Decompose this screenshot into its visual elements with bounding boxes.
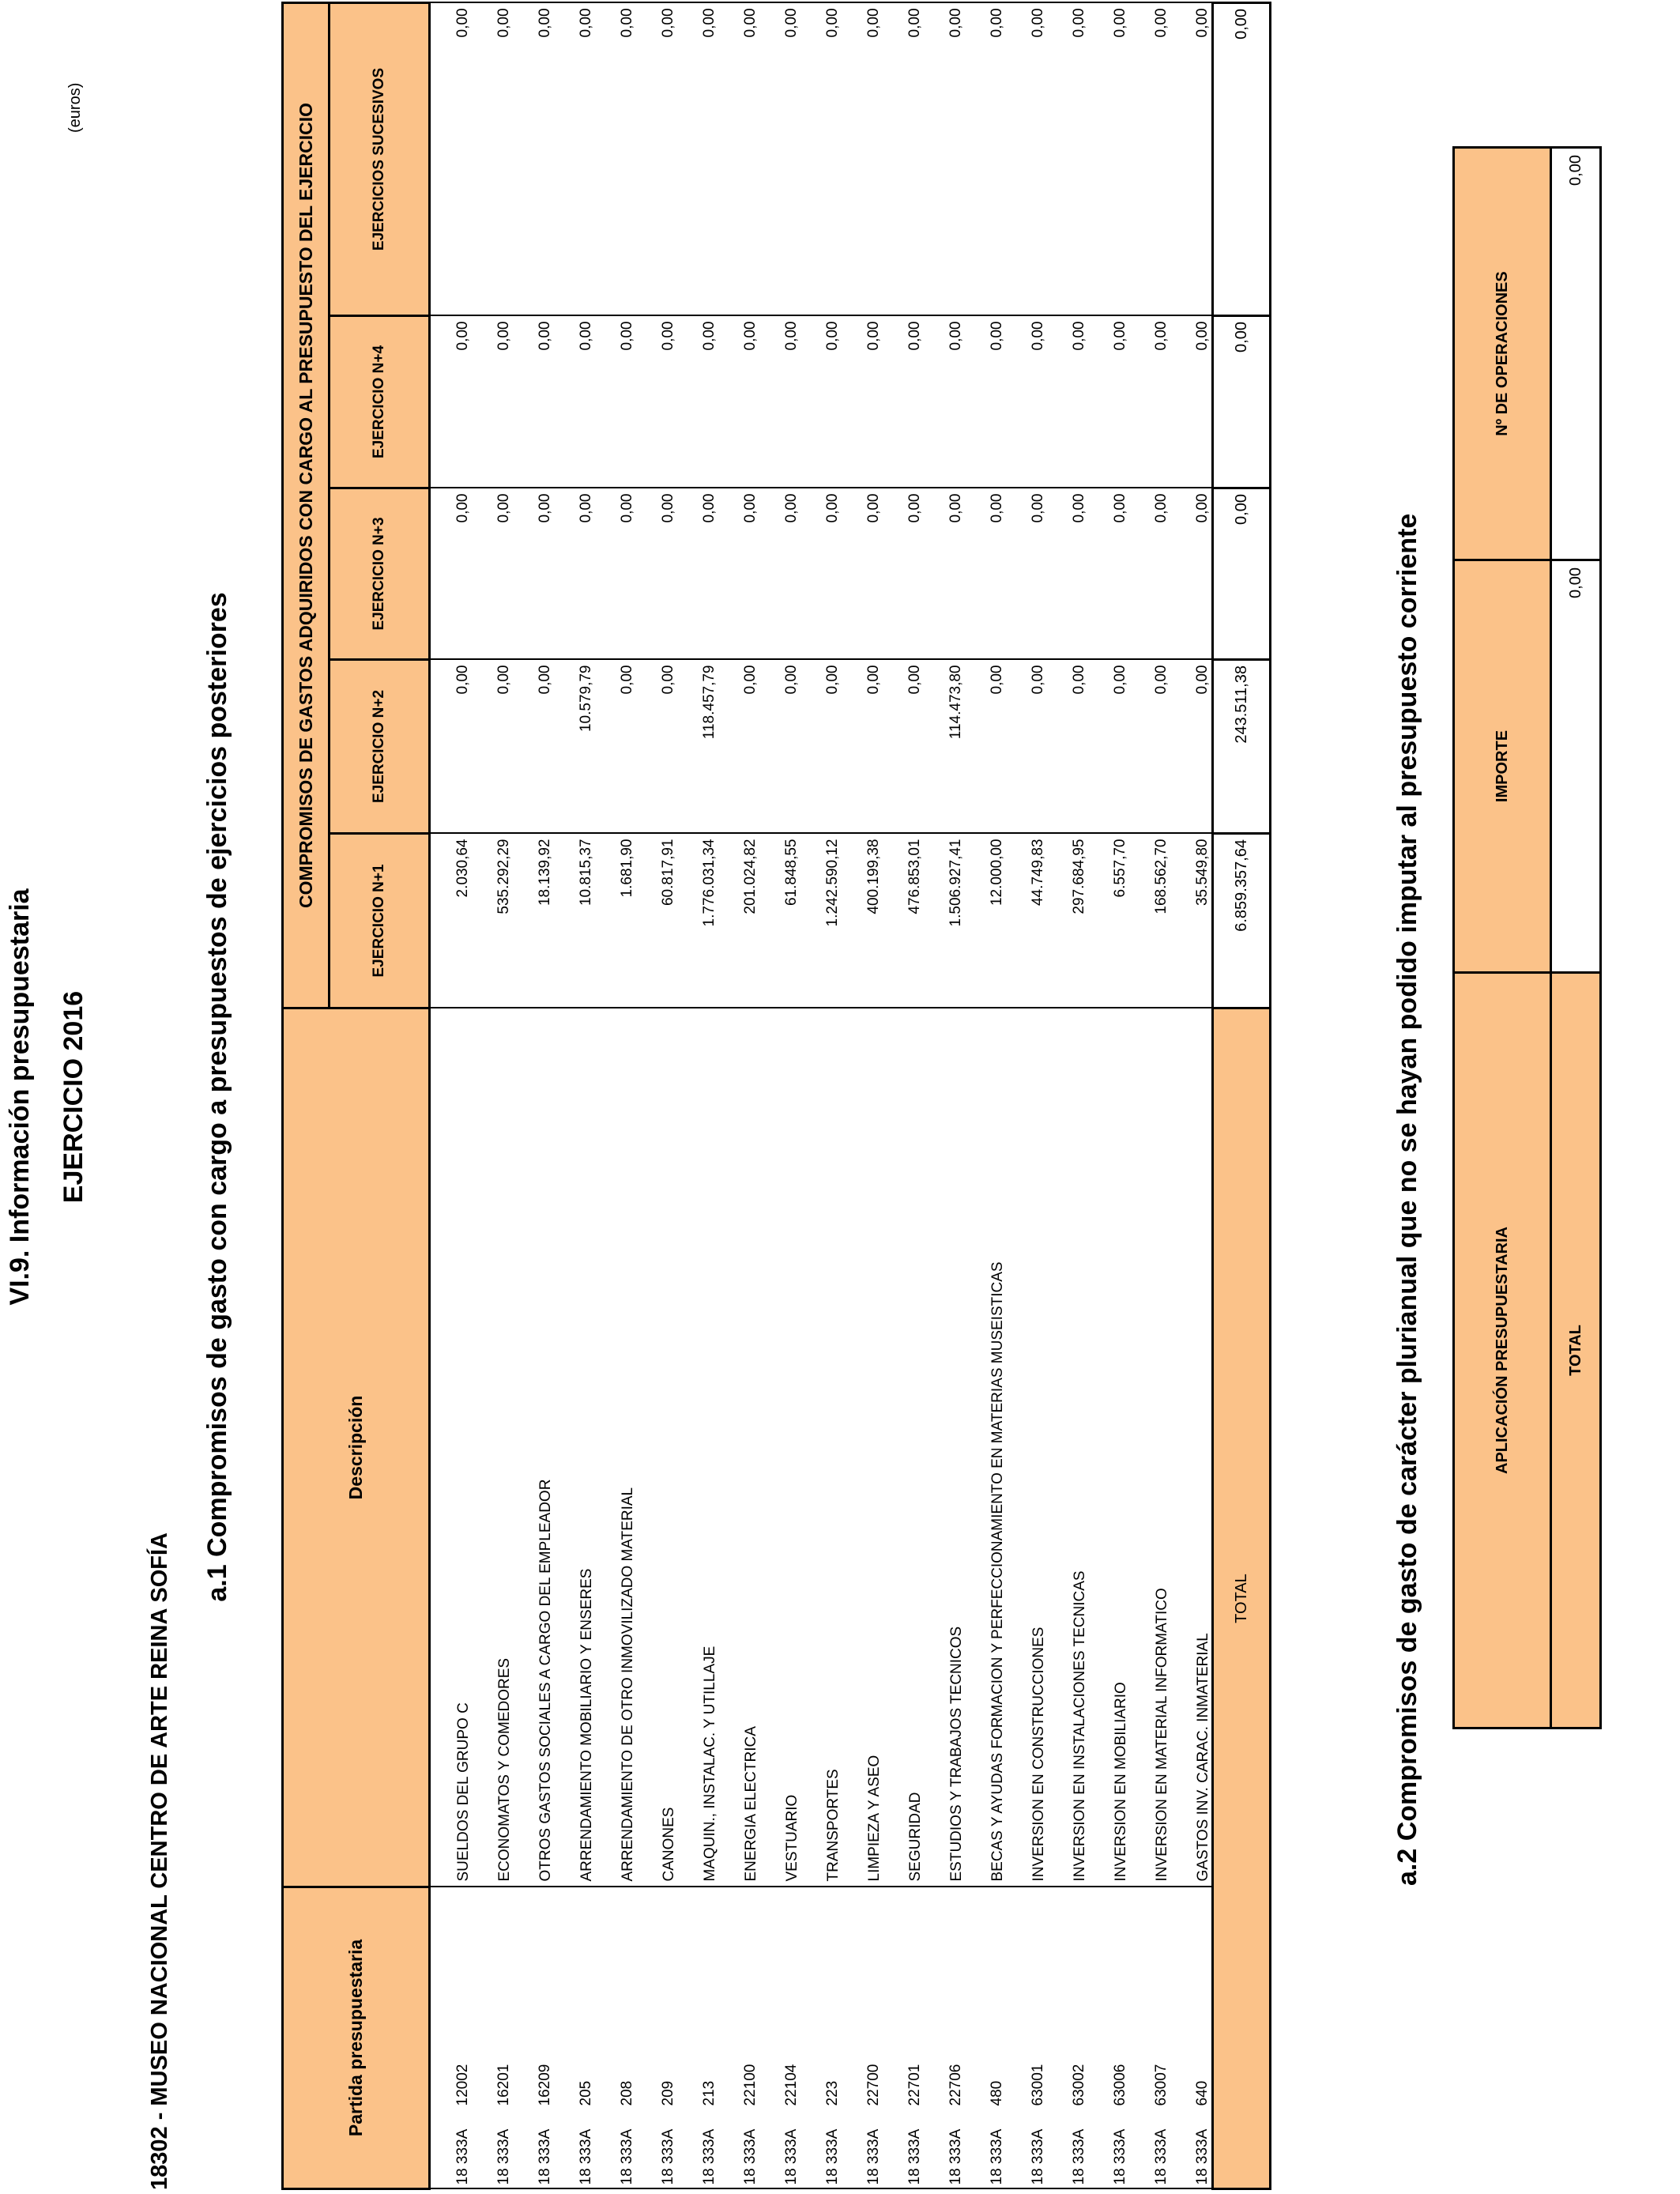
amount-n3: 0,00	[759, 488, 800, 660]
amount-suc: 0,00	[924, 2, 965, 315]
program-code: 18 333A	[1030, 2128, 1046, 2185]
economic-code: 16209	[537, 2064, 553, 2106]
table-row	[554, 2, 595, 2188]
partida-cell	[800, 1887, 842, 2189]
partida-cell	[883, 1887, 924, 2189]
amount-n1: 201.024,82	[718, 834, 759, 1008]
economic-code: 22100	[742, 2064, 759, 2106]
table-row	[842, 2, 883, 2188]
partida-cell	[718, 1887, 759, 2189]
economic-code: 205	[578, 2080, 594, 2106]
total-n4: 0,00	[1213, 316, 1271, 488]
amount-suc: 0,00	[1170, 2, 1213, 315]
description-cell: LIMPIEZA Y ASEO	[842, 1008, 883, 1887]
amount-n1: 60.817,91	[636, 834, 677, 1008]
amount-n2: 114.473,80	[924, 660, 965, 834]
partida-cell	[472, 1887, 513, 2189]
amount-n1: 61.848,55	[759, 834, 800, 1008]
total-n1: 6.859.357,64	[1213, 834, 1271, 1008]
amount-n1: 1.681,90	[595, 834, 636, 1008]
amount-n3: 0,00	[965, 488, 1006, 660]
amount-n4: 0,00	[472, 316, 513, 488]
amount-n4: 0,00	[965, 316, 1006, 488]
amount-suc: 0,00	[718, 2, 759, 315]
economic-code: 213	[701, 2080, 718, 2106]
program-code: 18 333A	[578, 2128, 594, 2185]
amount-n4: 0,00	[924, 316, 965, 488]
table-row	[924, 2, 965, 2188]
fiscal-year: EJERCICIO 2016	[58, 990, 89, 1204]
amount-n3: 0,00	[718, 488, 759, 660]
program-code: 18 333A	[1194, 2128, 1211, 2185]
program-code: 18 333A	[701, 2128, 718, 2185]
amount-n2: 0,00	[965, 660, 1006, 834]
description-cell: ENERGIA ELECTRICA	[718, 1008, 759, 1887]
program-code: 18 333A	[537, 2128, 553, 2185]
amount-n2: 10.579,79	[554, 660, 595, 834]
economic-code: 63007	[1153, 2064, 1170, 2106]
program-code: 18 333A	[989, 2128, 1005, 2185]
amount-n2: 0,00	[1047, 660, 1088, 834]
amount-n4: 0,00	[513, 316, 554, 488]
economic-code: 480	[989, 2080, 1005, 2106]
amount-n2: 0,00	[718, 660, 759, 834]
amount-n3: 0,00	[513, 488, 554, 660]
amount-n2: 0,00	[1006, 660, 1047, 834]
table-row	[677, 2, 718, 2188]
table-row	[1006, 2, 1047, 2188]
economic-code: 63002	[1071, 2064, 1087, 2106]
amount-n3: 0,00	[800, 488, 842, 660]
description-cell: ESTUDIOS Y TRABAJOS TECNICOS	[924, 1008, 965, 1887]
table-row	[1088, 2, 1129, 2188]
table-row	[759, 2, 800, 2188]
total-sucesivos: 0,00	[1213, 2, 1271, 315]
amount-n4: 0,00	[883, 316, 924, 488]
amount-n2: 0,00	[1088, 660, 1129, 834]
amount-suc: 0,00	[1006, 2, 1047, 315]
amount-n2: 0,00	[430, 660, 473, 834]
table-row	[595, 2, 636, 2188]
table-body	[430, 2, 1213, 2188]
amount-n3: 0,00	[430, 488, 473, 660]
description-cell: ARRENDAMIENTO DE OTRO INMOVILIZADO MATERIAL	[595, 1008, 636, 1887]
partida-cell	[554, 1887, 595, 2189]
economic-code: 63001	[1030, 2064, 1046, 2106]
amount-n3: 0,00	[883, 488, 924, 660]
amount-suc: 0,00	[472, 2, 513, 315]
header-n4: EJERCICIO N+4	[330, 316, 430, 488]
amount-n4: 0,00	[1129, 316, 1170, 488]
partida-cell	[1170, 1887, 1213, 2189]
table-row	[1170, 2, 1213, 2188]
partida-cell	[430, 1887, 473, 2189]
amount-suc: 0,00	[1129, 2, 1170, 315]
amount-suc: 0,00	[1088, 2, 1129, 315]
amount-n3: 0,00	[1047, 488, 1088, 660]
table-row	[513, 2, 554, 2188]
partida-cell	[965, 1887, 1006, 2189]
program-code: 18 333A	[742, 2128, 759, 2185]
amount-n4: 0,00	[1170, 316, 1213, 488]
program-code: 18 333A	[865, 2128, 882, 2185]
amount-suc: 0,00	[430, 2, 473, 315]
table-row	[636, 2, 677, 2188]
amount-suc: 0,00	[800, 2, 842, 315]
description-cell: INVERSION EN INSTALACIONES TECNICAS	[1047, 1008, 1088, 1887]
header-descripcion: Descripción	[283, 1008, 430, 1887]
amount-n1: 535.292,29	[472, 834, 513, 1008]
amount-n4: 0,00	[1047, 316, 1088, 488]
amount-suc: 0,00	[842, 2, 883, 315]
amount-n4: 0,00	[759, 316, 800, 488]
amount-suc: 0,00	[636, 2, 677, 315]
partida-cell	[759, 1887, 800, 2189]
amount-n2: 118.457,79	[677, 660, 718, 834]
amount-n4: 0,00	[800, 316, 842, 488]
economic-code: 22104	[783, 2064, 800, 2106]
amount-n1: 10.815,37	[554, 834, 595, 1008]
amount-n1: 6.557,70	[1088, 834, 1129, 1008]
total-label: TOTAL	[1213, 1008, 1271, 2189]
amount-n4: 0,00	[554, 316, 595, 488]
amount-suc: 0,00	[883, 2, 924, 315]
partida-cell	[842, 1887, 883, 2189]
amount-n4: 0,00	[1006, 316, 1047, 488]
plurianual-table	[1452, 146, 1602, 1729]
partida-cell	[595, 1887, 636, 2189]
amount-n2: 0,00	[513, 660, 554, 834]
amount-n1: 1.242.590,12	[800, 834, 842, 1008]
program-code: 18 333A	[1153, 2128, 1170, 2185]
table-row	[718, 2, 759, 2188]
table-row	[472, 2, 513, 2188]
amount-n1: 2.030,64	[430, 834, 473, 1008]
amount-n3: 0,00	[472, 488, 513, 660]
header-n3: EJERCICIO N+3	[330, 488, 430, 660]
amount-n2: 0,00	[842, 660, 883, 834]
economic-code: 22700	[865, 2064, 882, 2106]
amount-n3: 0,00	[677, 488, 718, 660]
partida-cell	[677, 1887, 718, 2189]
description-cell: VESTUARIO	[759, 1008, 800, 1887]
partida-cell	[1047, 1887, 1088, 2189]
partida-cell	[1129, 1887, 1170, 2189]
economic-code: 12002	[454, 2064, 471, 2106]
amount-n4: 0,00	[842, 316, 883, 488]
amount-n1: 476.853,01	[883, 834, 924, 1008]
program-code: 18 333A	[619, 2128, 635, 2185]
economic-code: 22706	[947, 2064, 964, 2106]
amount-n3: 0,00	[842, 488, 883, 660]
amount-n2: 0,00	[759, 660, 800, 834]
amount-n2: 0,00	[636, 660, 677, 834]
economic-code: 223	[824, 2080, 841, 2106]
amount-n1: 168.562,70	[1129, 834, 1170, 1008]
header-sucesivos: EJERCICIOS SUCESIVOS	[330, 2, 430, 315]
amount-suc: 0,00	[513, 2, 554, 315]
description-cell: ARRENDAMIENTO MOBILIARIO Y ENSERES	[554, 1008, 595, 1887]
description-cell: TRANSPORTES	[800, 1008, 842, 1887]
amount-n3: 0,00	[636, 488, 677, 660]
partida-cell	[636, 1887, 677, 2189]
amount-n2: 0,00	[472, 660, 513, 834]
description-cell: ECONOMATOS Y COMEDORES	[472, 1008, 513, 1887]
amount-n2: 0,00	[883, 660, 924, 834]
economic-code: 22701	[906, 2064, 923, 2106]
program-code: 18 333A	[1071, 2128, 1087, 2185]
description-cell: CANONES	[636, 1008, 677, 1887]
amount-n1: 1.776.031,34	[677, 834, 718, 1008]
program-code: 18 333A	[783, 2128, 800, 2185]
table-row	[430, 2, 473, 2188]
amount-suc: 0,00	[965, 2, 1006, 315]
header-operaciones: Nº DE OPERACIONES	[1454, 148, 1551, 560]
amount-suc: 0,00	[595, 2, 636, 315]
amount-n2: 0,00	[1129, 660, 1170, 834]
amount-suc: 0,00	[1047, 2, 1088, 315]
program-code: 18 333A	[495, 2128, 512, 2185]
description-cell: INVERSION EN MATERIAL INFORMATICO	[1129, 1008, 1170, 1887]
table-row	[965, 2, 1006, 2188]
economic-code: 209	[660, 2080, 676, 2106]
header-n2: EJERCICIO N+2	[330, 660, 430, 834]
amount-n1: 297.684,95	[1047, 834, 1088, 1008]
program-code: 18 333A	[947, 2128, 964, 2185]
amount-n3: 0,00	[1129, 488, 1170, 660]
description-cell: INVERSION EN CONSTRUCCIONES	[1006, 1008, 1047, 1887]
amount-n4: 0,00	[1088, 316, 1129, 488]
amount-n1: 44.749,83	[1006, 834, 1047, 1008]
amount-n1: 400.199,38	[842, 834, 883, 1008]
program-code: 18 333A	[454, 2128, 471, 2185]
header-n1: EJERCICIO N+1	[330, 834, 430, 1008]
total-label-a2: TOTAL	[1551, 973, 1601, 1728]
table-row	[800, 2, 842, 2188]
amount-n2: 0,00	[800, 660, 842, 834]
description-cell: MAQUIN., INSTALAC. Y UTILLAJE	[677, 1008, 718, 1887]
amount-n1: 12.000,00	[965, 834, 1006, 1008]
description-cell: OTROS GASTOS SOCIALES A CARGO DEL EMPLEADOR	[513, 1008, 554, 1887]
program-code: 18 333A	[1112, 2128, 1128, 2185]
partida-cell	[1006, 1887, 1047, 2189]
economic-code: 16201	[495, 2064, 512, 2106]
amount-suc: 0,00	[554, 2, 595, 315]
amount-n3: 0,00	[924, 488, 965, 660]
partida-cell	[1088, 1887, 1129, 2189]
total-operaciones: 0,00	[1551, 148, 1601, 560]
amount-n1: 1.506.927,41	[924, 834, 965, 1008]
program-code: 18 333A	[660, 2128, 676, 2185]
total-importe: 0,00	[1551, 560, 1601, 973]
amount-n4: 0,00	[718, 316, 759, 488]
amount-n4: 0,00	[636, 316, 677, 488]
amount-n3: 0,00	[595, 488, 636, 660]
organization-name: 18302 - MUSEO NACIONAL CENTRO DE ARTE REINA SOFÍA	[147, 1532, 172, 2190]
amount-n2: 0,00	[1170, 660, 1213, 834]
description-cell: INVERSION EN MOBILIARIO	[1088, 1008, 1129, 1887]
economic-code: 63006	[1112, 2064, 1128, 2106]
units-label: (euros)	[66, 82, 84, 133]
partida-cell	[924, 1887, 965, 2189]
partida-cell	[513, 1887, 554, 2189]
amount-n3: 0,00	[1006, 488, 1047, 660]
header-group: COMPROMISOS DE GASTOS ADQUIRIDOS CON CARGO AL PRESUPUESTO DEL EJERCICIO	[283, 2, 330, 1008]
section-a2-title: a.2 Compromisos de gasto de carácter plurianual que no se hayan podido imputar al presupuesto corriente	[1392, 513, 1422, 1886]
commitments-table	[281, 2, 1271, 2190]
description-cell: SEGURIDAD	[883, 1008, 924, 1887]
amount-suc: 0,00	[677, 2, 718, 315]
amount-n4: 0,00	[595, 316, 636, 488]
header-partida: Partida presupuestaria	[283, 1887, 430, 2189]
total-n2: 243.511,38	[1213, 660, 1271, 834]
table-row	[1047, 2, 1088, 2188]
section-a1-title: a.1 Compromisos de gasto con cargo a presupuestos de ejercicios posteriores	[202, 592, 232, 1602]
amount-n1: 18.139,92	[513, 834, 554, 1008]
amount-n3: 0,00	[1088, 488, 1129, 660]
header-importe: IMPORTE	[1454, 560, 1551, 973]
description-cell: SUELDOS DEL GRUPO C	[430, 1008, 473, 1887]
amount-suc: 0,00	[759, 2, 800, 315]
table-row	[883, 2, 924, 2188]
amount-n3: 0,00	[1170, 488, 1213, 660]
table-row	[1129, 2, 1170, 2188]
total-n3: 0,00	[1213, 488, 1271, 660]
economic-code: 640	[1194, 2080, 1211, 2106]
amount-n2: 0,00	[595, 660, 636, 834]
amount-n1: 35.549,80	[1170, 834, 1213, 1008]
amount-n3: 0,00	[554, 488, 595, 660]
economic-code: 208	[619, 2080, 635, 2106]
program-code: 18 333A	[824, 2128, 841, 2185]
amount-n4: 0,00	[430, 316, 473, 488]
header-aplicacion: APLICACIÓN PRESUPUESTARIA	[1454, 973, 1551, 1728]
description-cell: GASTOS INV. CARAC. INMATERIAL	[1170, 1008, 1213, 1887]
description-cell: BECAS Y AYUDAS FORMACION Y PERFECCIONAMIENTO EN MATERIAS MUSEISTICAS	[965, 1008, 1006, 1887]
program-code: 18 333A	[906, 2128, 923, 2185]
document-title: VI.9. Información presupuestaria	[5, 888, 35, 1306]
amount-n4: 0,00	[677, 316, 718, 488]
